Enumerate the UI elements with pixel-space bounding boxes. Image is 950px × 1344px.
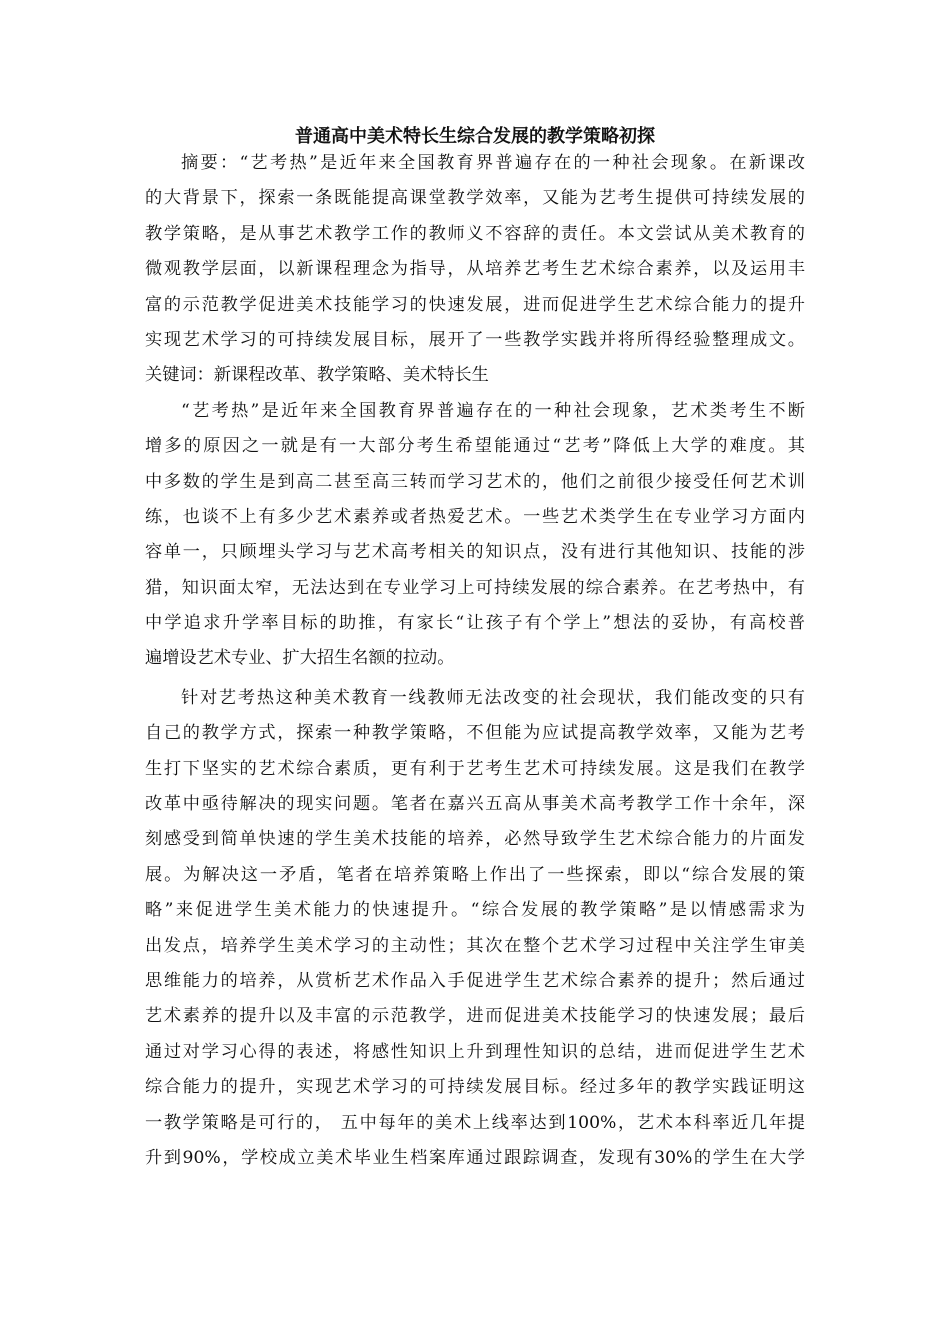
paragraph-2-line: 刻感受到简单快速的学生美术技能的培养，必然导致学生艺术综合能力的片面发 xyxy=(145,829,805,850)
paragraph-1-line: 猎，知识面太窄，无法达到在专业学习上可持续发展的综合素养。在艺考热中，有 xyxy=(145,577,805,598)
paragraph-1-line: 遍增设艺术专业、扩大招生名额的拉动。 xyxy=(145,648,455,669)
paragraph-2-line: 一教学策略是可行的， 五中每年的美术上线率达到100%，艺术本科率近几年提 xyxy=(145,1112,805,1133)
paragraph-2-line: 综合能力的提升，实现艺术学习的可持续发展目标。经过多年的教学实践证明这 xyxy=(145,1077,805,1098)
paragraph-2-line: 生打下坚实的艺术综合素质，更有利于艺考生艺术可持续发展。这是我们在教学 xyxy=(145,758,805,779)
abstract-line: 微观教学层面，以新课程理念为指导，从培养艺考生艺术综合素养，以及运用丰 xyxy=(145,259,805,280)
keywords-line: 关键词：新课程改革、教学策略、美术特长生 xyxy=(145,365,489,386)
paragraph-2-line: 升到90%，学校成立美术毕业生档案库通过跟踪调查，发现有30%的学生在大学 xyxy=(145,1147,805,1168)
paragraph-2-line: 展。为解决这一矛盾，笔者在培养策略上作出了一些探索，即以“综合发展的策 xyxy=(145,864,805,885)
paragraph-2-line: 改革中亟待解决的现实问题。笔者在嘉兴五高从事美术高考教学工作十余年，深 xyxy=(145,794,805,815)
document-body xyxy=(145,148,805,1178)
paragraph-2-line: 思维能力的培养，从赏析艺术作品入手促进学生艺术综合素养的提升；然后通过 xyxy=(145,970,805,991)
document-title: 普通高中美术特长生综合发展的教学策略初探 xyxy=(295,126,655,147)
paragraph-1-line: 练，也谈不上有多少艺术素养或者热爱艺术。一些艺术类学生在专业学习方面内 xyxy=(145,506,805,527)
paragraph-2-line: 出发点，培养学生美术学习的主动性；其次在整个艺术学习过程中关注学生审美 xyxy=(145,935,805,956)
paragraph-1-line: 容单一，只顾埋头学习与艺术高考相关的知识点，没有进行其他知识、技能的涉 xyxy=(145,542,805,563)
abstract-line: 富的示范教学促进美术技能学习的快速发展，进而促进学生艺术综合能力的提升 xyxy=(145,294,805,315)
paragraph-2-line: 针对艺考热这种美术教育一线教师无法改变的社会现状，我们能改变的只有 xyxy=(181,687,805,708)
abstract-line: 教学策略，是从事艺术教学工作的教师义不容辞的责任。本文尝试从美术教育的 xyxy=(145,223,805,244)
abstract-line: 摘要：“艺考热”是近年来全国教育界普遍存在的一种社会现象。在新课改 xyxy=(181,153,805,173)
abstract-line: 实现艺术学习的可持续发展目标，展开了一些教学实践并将所得经验整理成文。 xyxy=(145,329,805,350)
paragraph-2-line: 通过对学习心得的表述，将感性知识上升到理性知识的总结，进而促进学生艺术 xyxy=(145,1041,805,1062)
paragraph-1-line: 增多的原因之一就是有一大部分考生希望能通过“艺考”降低上大学的难度。其 xyxy=(145,436,805,457)
abstract-line: 的大背景下，探索一条既能提高课堂教学效率，又能为艺考生提供可持续发展的 xyxy=(145,188,805,209)
paragraph-2-line: 略”来促进学生美术能力的快速提升。“综合发展的教学策略”是以情感需求为 xyxy=(145,900,805,921)
paragraph-1-line: 中多数的学生是到高二甚至高三转而学习艺术的，他们之前很少接受任何艺术训 xyxy=(145,471,805,492)
paragraph-2-line: 艺术素养的提升以及丰富的示范教学，进而促进美术技能学习的快速发展；最后 xyxy=(145,1006,805,1027)
paragraph-2-line: 自己的教学方式，探索一种教学策略，不但能为应试提高教学效率，又能为艺考 xyxy=(145,723,805,744)
paragraph-1-line: 中学追求升学率目标的助推，有家长“让孩子有个学上”想法的妥协，有高校普 xyxy=(145,613,805,634)
paragraph-1-line: “艺考热”是近年来全国教育界普遍存在的一种社会现象，艺术类考生不断 xyxy=(181,400,805,421)
